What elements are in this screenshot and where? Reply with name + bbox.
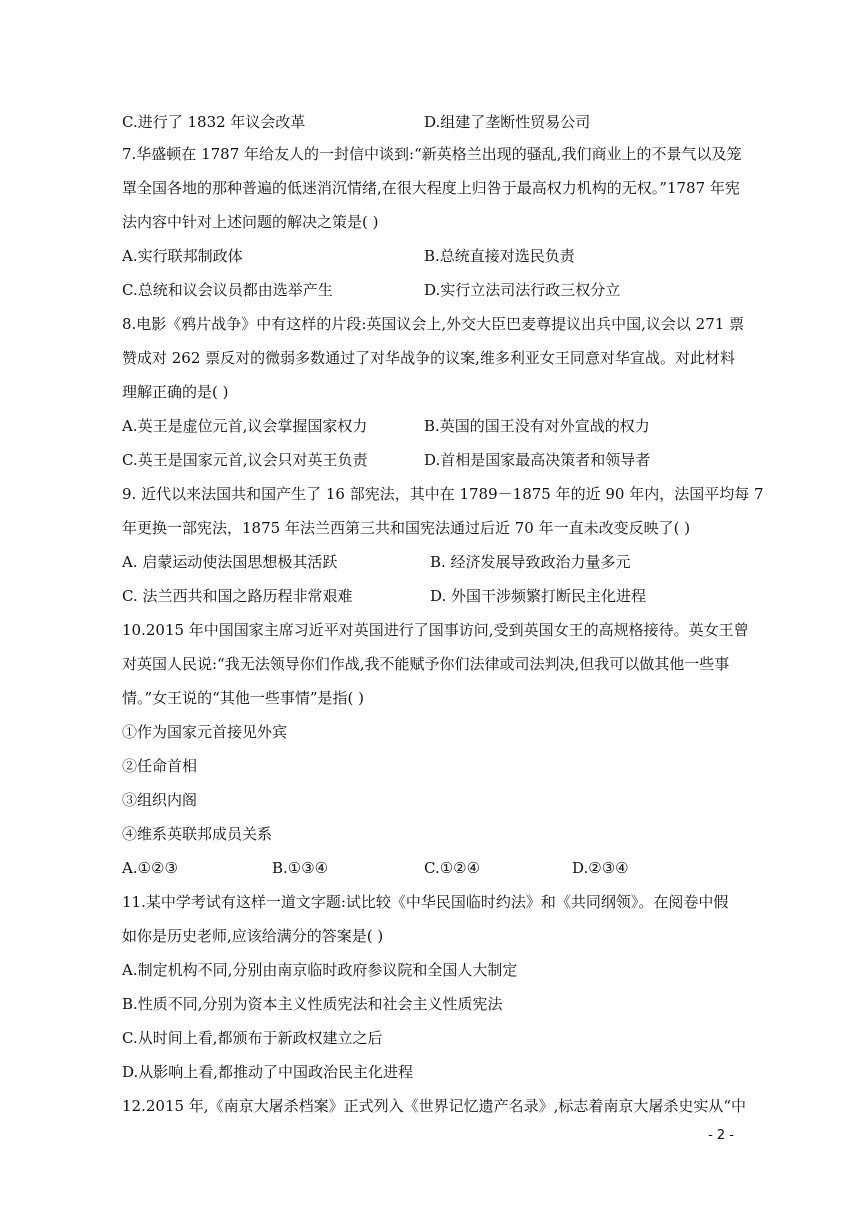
q10-stem-line-1: 10.2015 年中国国家主席习近平对英国进行了国事访问,受到英国女王的高规格接待。英女王曾 <box>122 621 749 639</box>
q10-item-4: ④维系英联邦成员关系 <box>122 825 273 843</box>
q10-option-c: C.①②④ <box>424 859 481 877</box>
q11-stem-line-2: 如你是历史老师,应该给满分的答案是( ) <box>122 927 384 945</box>
q8-stem-line-1: 8.电影《鸦片战争》中有这样的片段:英国议会上,外交大臣巴麦尊提议出兵中国,议会以 271 票 <box>122 315 745 333</box>
q8-stem-line-2: 赞成对 262 票反对的微弱多数通过了对华战争的议案,维多利亚女王同意对华宣战。对此材料 <box>122 349 735 367</box>
q10-option-a: A.①②③ <box>122 859 178 877</box>
q9-option-c: C. 法兰西共和国之路历程非常艰难 <box>122 587 353 605</box>
q10-option-d: D.②③④ <box>572 859 629 877</box>
q11-stem-line-1: 11.某中学考试有这样一道文字题:试比较《中华民国临时约法》和《共同纲领》。在阅卷中假 <box>122 893 729 911</box>
q7-option-c: C.总统和议会议员都由选举产生 <box>122 281 333 299</box>
q6-option-d: D.组建了垄断性贸易公司 <box>424 113 591 131</box>
q7-stem-line-2: 罩全国各地的那种普遍的低迷消沉情绪,在很大程度上归咎于最高权力机构的无权。”1787 年宪 <box>122 179 740 197</box>
q7-stem-line-1: 7.华盛顿在 1787 年给友人的一封信中谈到:“新英格兰出现的骚乱,我们商业上的不景气以及笼 <box>122 145 742 163</box>
q7-stem-line-3: 法内容中针对上述问题的解决之策是( ) <box>122 213 379 231</box>
q10-stem-line-2: 对英国人民说:“我无法领导你们作战,我不能赋予你们法律或司法判决,但我可以做其他一些事 <box>122 655 730 673</box>
q8-option-d: D.首相是国家最高决策者和领导者 <box>424 451 651 469</box>
q8-option-c: C.英王是国家元首,议会只对英王负责 <box>122 451 368 469</box>
page-number: - 2 - <box>708 1128 734 1143</box>
q9-stem-line-2: 年更换一部宪法，1875 年法兰西第三共和国宪法通过后近 70 年一直未改变反映了( ) <box>122 519 691 537</box>
q10-item-3: ③组织内阁 <box>122 791 198 809</box>
q11-option-d: D.从影响上看,都推动了中国政治民主化进程 <box>122 1063 414 1081</box>
q11-option-b: B.性质不同,分别为资本主义性质宪法和社会主义性质宪法 <box>122 995 503 1013</box>
q10-item-1: ①作为国家元首接见外宾 <box>122 723 288 741</box>
q11-option-c: C.从时间上看,都颁布于新政权建立之后 <box>122 1029 383 1047</box>
q9-stem-line-1: 9. 近代以来法国共和国产生了 16 部宪法，其中在 1789－1875 年的近 90 年内，法国平均每 7 <box>122 485 764 503</box>
q6-option-c: C.进行了 1832 年议会改革 <box>122 113 306 131</box>
q9-option-b: B. 经济发展导致政治力量多元 <box>430 553 631 571</box>
q8-option-b: B.英国的国王没有对外宣战的权力 <box>424 417 650 435</box>
q9-option-d: D. 外国干涉频繁打断民主化进程 <box>430 587 647 605</box>
q8-stem-line-3: 理解正确的是( ) <box>122 383 229 401</box>
q7-option-d: D.实行立法司法行政三权分立 <box>424 281 621 299</box>
q10-stem-line-3: 情。”女王说的“其他一些事情”是指( ) <box>122 689 364 707</box>
q10-option-b: B.①③④ <box>272 859 329 877</box>
q12-stem-line-1: 12.2015 年,《南京大屠杀档案》正式列入《世界记忆遗产名录》,标志着南京大屠杀史实从“中 <box>122 1097 747 1115</box>
q8-option-a: A.英王是虚位元首,议会掌握国家权力 <box>122 417 368 435</box>
q10-item-2: ②任命首相 <box>122 757 198 775</box>
q9-option-a: A. 启蒙运动使法国思想极其活跃 <box>122 553 338 571</box>
q7-option-a: A.实行联邦制政体 <box>122 247 243 265</box>
q7-option-b: B.总统直接对选民负责 <box>424 247 575 265</box>
q11-option-a: A.制定机构不同,分别由南京临时政府参议院和全国人大制定 <box>122 961 518 979</box>
